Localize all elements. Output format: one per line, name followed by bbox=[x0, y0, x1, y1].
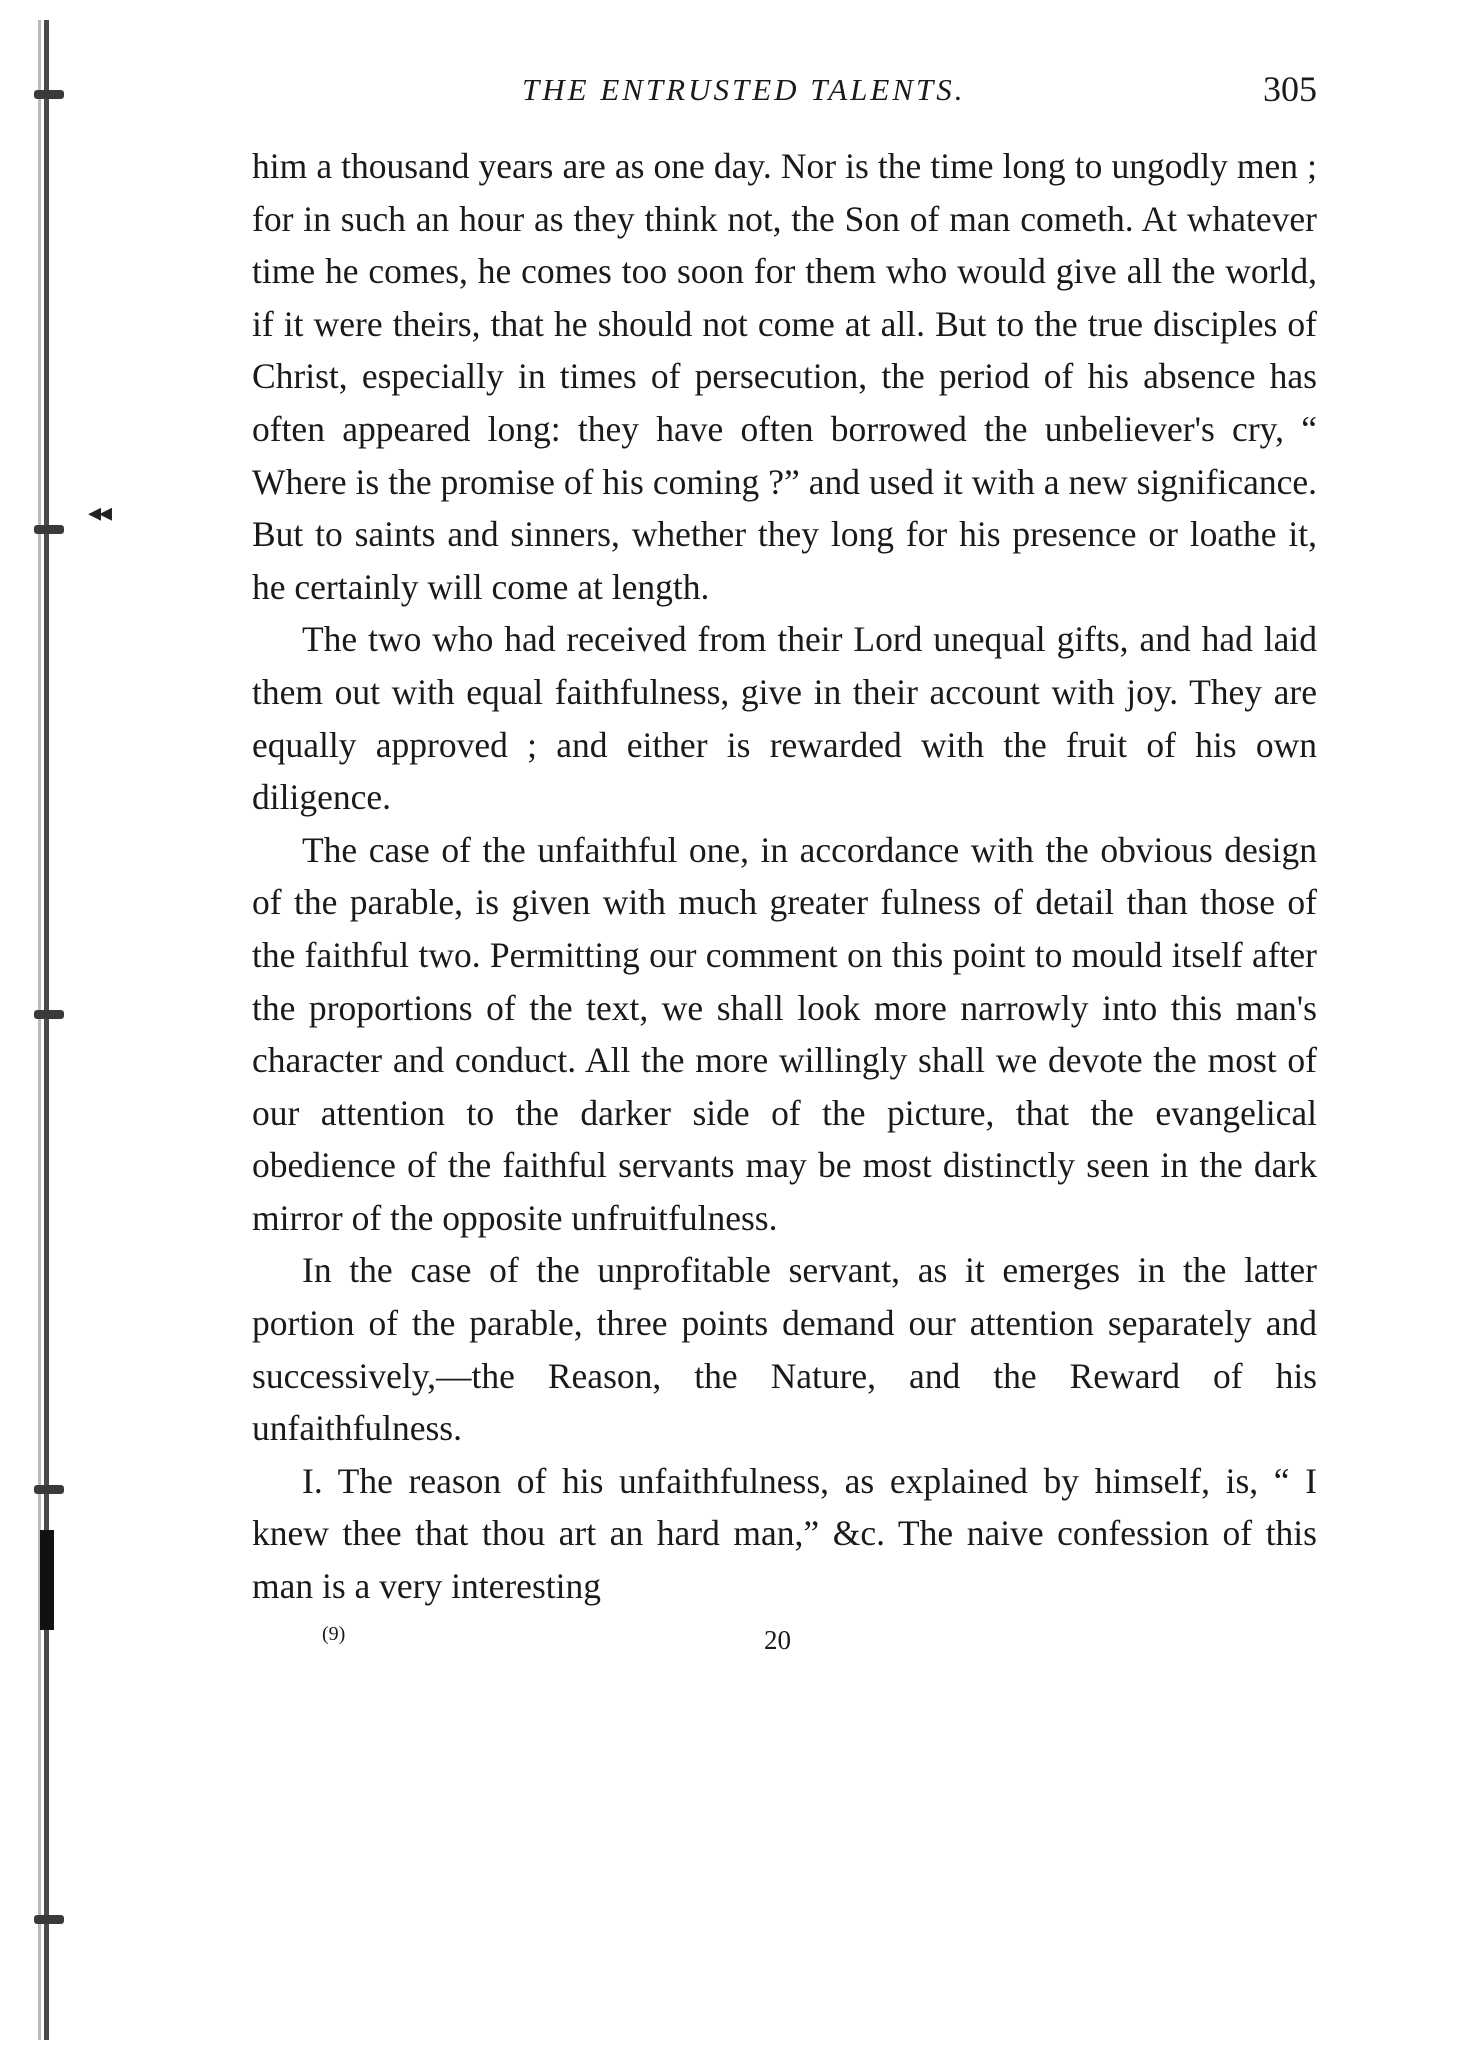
paragraph: In the case of the unprofitable servant, as it emerges in the latter portion of the parable, three points demand our attention separately and successively,—the Reason, the Nature, and the Reward of his unfaithfulness. bbox=[252, 1250, 1317, 1449]
binding-line bbox=[44, 20, 49, 2040]
book-binding-edge bbox=[34, 20, 60, 2040]
signature-mark: (9) bbox=[322, 1622, 346, 1645]
binding-shadow-line bbox=[38, 20, 41, 2040]
running-title: THE ENTRUSTED TALENTS. bbox=[522, 72, 966, 107]
paragraph: The case of the unfaithful one, in accordance with the obvious design of the parable, is given with much greater fulness of detail than those of the faithful two. Permitting our comment on this point to mould itself after the proportions of the text, we shall look more narrowly into this man's character and conduct. All the more willingly shall we devote the most of our attention to the darker side of the picture, that the evangelical obedience of the faithful servants may be most distinctly seen in the dark mirror of the opposite unfruitfulness. bbox=[252, 829, 1317, 1238]
paragraph: I. The reason of his unfaithfulness, as explained by himself, is, “ I knew thee that thou art an hard man,” &c. The naive confession of this man is a very interesting bbox=[252, 1460, 1317, 1607]
book-page bbox=[252, 60, 1317, 1669]
page-footer bbox=[252, 1619, 1317, 1669]
binding-stitch bbox=[34, 90, 64, 99]
paragraph: The two who had received from their Lord unequal gifts, and had laid them out with equal faithfulness, give in their account with joy. They are equally approved ; and either is rewarded with the fruit of his own diligence. bbox=[252, 619, 1317, 818]
binding-stitch bbox=[34, 1010, 64, 1019]
body-text bbox=[252, 140, 1317, 1613]
running-header bbox=[252, 60, 1317, 120]
page-number: 305 bbox=[1263, 69, 1317, 109]
signature-number: 20 bbox=[764, 1624, 791, 1655]
margin-annotation-mark: ◂◂ bbox=[88, 498, 111, 527]
paragraph: him a thousand years are as one day. Nor is the time long to ungodly men ; for in such an hour as they think not, the Son of man cometh. At whatever time he comes, he comes too soon for them who would give all the world, if it were theirs, that he should not come at all. But to the true disciples of Christ, especially in times of persecution, the period of his absence has often appeared long: they have often borrowed the unbeliever's cry, “ Where is the promise of his coming ?” and used it with a new significance. But to saints and sinners, whether they long for his presence or loathe it, he certainly will come at length. bbox=[252, 146, 1317, 607]
binding-stitch bbox=[34, 525, 64, 534]
binding-stitch bbox=[34, 1485, 64, 1494]
binding-stitch bbox=[34, 1915, 64, 1924]
binding-tape bbox=[40, 1530, 54, 1630]
